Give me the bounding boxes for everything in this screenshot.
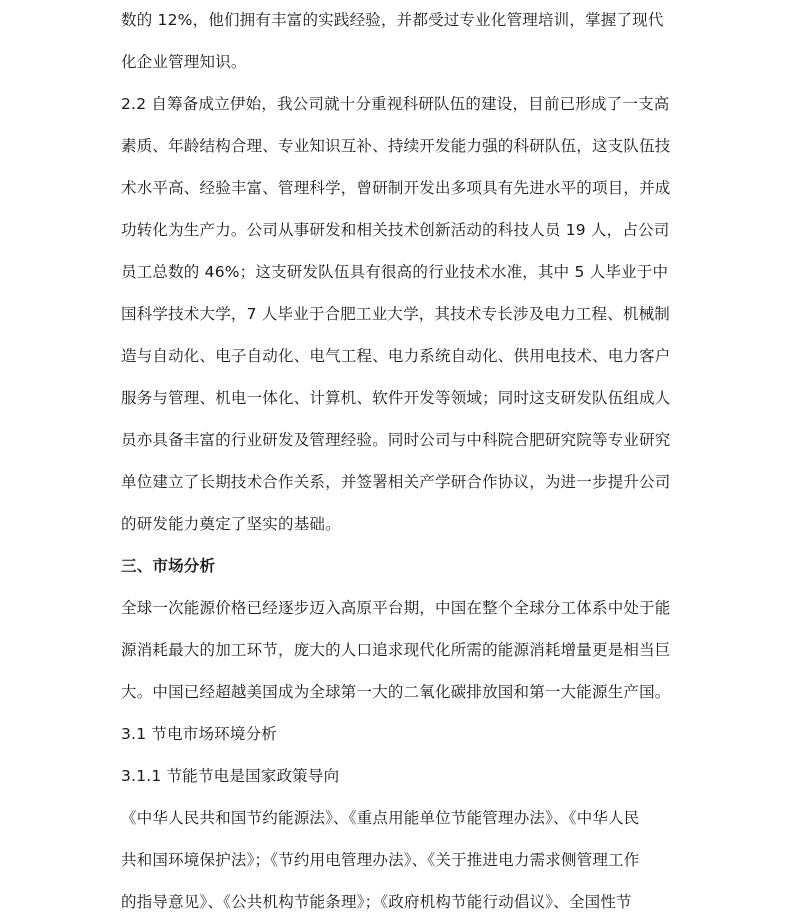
text-line: 2.2 自筹备成立伊始，我公司就十分重视科研队伍的建设，目前已形成了一支高: [121, 95, 670, 113]
text-line: 员亦具备丰富的行业研发及管理经验。同时公司与中科院合肥研究院等专业研究: [121, 431, 671, 449]
text-line: 的指导意见》、《公共机构节能条理》；《政府机构节能行动倡议》、全国性节: [121, 893, 632, 911]
text-line: 单位建立了长期技术合作关系，并签署相关产学研合作协议，为进一步提升公司: [121, 473, 671, 491]
text-line: 化企业管理知识。: [121, 53, 247, 71]
text-line: 术水平高、经验丰富、管理科学，曾研制开发出多项具有先进水平的项目，并成: [121, 179, 671, 197]
text-line: 服务与管理、机电一体化、计算机、软件开发等领域；同时这支研发队伍组成人: [121, 389, 671, 407]
subsection-heading: 3.1.1 节能节电是国家政策导向: [121, 767, 340, 785]
text-line: 国科学技术大学，7 人毕业于合肥工业大学，其技术专长涉及电力工程、机械制: [121, 305, 670, 323]
text-line: 数的 12%，他们拥有丰富的实践经验，并都受过专业化管理培训，掌握了现代: [121, 11, 664, 29]
text-line: 功转化为生产力。公司从事研发和相关技术创新活动的科技人员 19 人，占公司: [121, 221, 670, 239]
text-line: 大。中国已经超越美国成为全球第一大的二氧化碳排放国和第一大能源生产国。: [121, 683, 671, 701]
text-line: 造与自动化、电子自动化、电气工程、电力系统自动化、供用电技术、电力客户: [121, 347, 671, 365]
text-line: 共和国环境保护法》；《节约用电管理办法》、《关于推进电力需求侧管理工作: [121, 851, 640, 869]
text-line: 员工总数的 46%；这支研发队伍具有很高的行业技术水准，其中 5 人毕业于中: [121, 263, 669, 281]
section-heading: 三、市场分析: [121, 557, 216, 575]
text-line: 源消耗最大的加工环节，庞大的人口追求现代化所需的能源消耗增量更是相当巨: [121, 641, 671, 659]
subsection-heading: 3.1 节电市场环境分析: [121, 725, 277, 743]
text-line: 素质、年龄结构合理、专业知识互补、持续开发能力强的科研队伍，这支队伍技: [121, 137, 671, 155]
text-line: 的研发能力奠定了坚实的基础。: [121, 515, 341, 533]
text-line: 《中华人民共和国节约能源法》、《重点用能单位节能管理办法》、《中华人民: [121, 809, 640, 827]
text-line: 全球一次能源价格已经逐步迈入高原平台期，中国在整个全球分工体系中处于能: [121, 599, 671, 617]
